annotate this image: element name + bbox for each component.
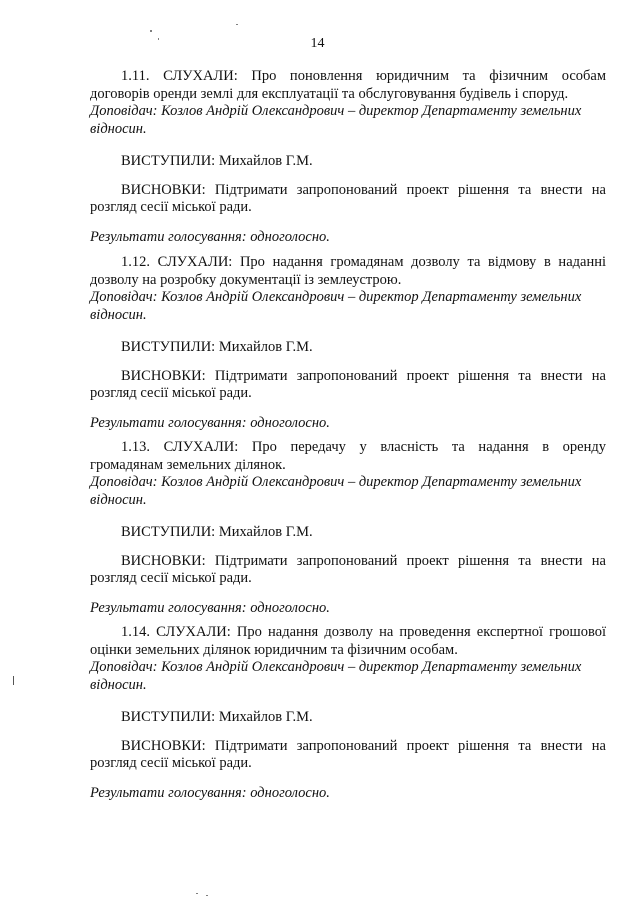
page-number: 14 (310, 36, 325, 51)
spoke-line: ВИСТУПИЛИ: Михайлов Г.М. (121, 709, 313, 725)
scan-speck (158, 38, 159, 40)
vote-result: Результати голосування: одноголосно. (90, 599, 330, 616)
agenda-item-1-14 (90, 624, 606, 802)
speaker-line-1: Доповідач: Козлов Андрій Олександрович – директор Департаменту земельних (90, 659, 582, 675)
conclusion-line-2: розгляд сесії міської ради. (90, 570, 252, 586)
vote-result: Результати голосування: одноголосно. (90, 784, 330, 801)
conclusion-line-2: розгляд сесії міської ради. (90, 199, 252, 215)
spoke-line: ВИСТУПИЛИ: Михайлов Г.М. (121, 339, 313, 355)
heard-line-2: дозволу на розробку документації із землеустрою. (90, 271, 402, 288)
speaker-line-1: Доповідач: Козлов Андрій Олександрович – директор Департаменту земельних (90, 474, 582, 490)
speaker-line-2: відносин. (90, 120, 147, 137)
spoke-line: ВИСТУПИЛИ: Михайлов Г.М. (121, 153, 313, 169)
heard-line-2: оцінки земельних ділянок юридичним та фізичним особам. (90, 641, 458, 658)
speaker-line-2: відносин. (90, 306, 147, 323)
scan-speck (150, 30, 152, 32)
heard-line-1: 1.14. СЛУХАЛИ: Про надання дозволу на проведення експертної грошової (121, 624, 606, 640)
agenda-item-1-12 (90, 254, 606, 432)
speaker-line-1: Доповідач: Козлов Андрій Олександрович – директор Департаменту земельних (90, 103, 582, 119)
scan-speck (206, 895, 208, 896)
scan-speck (236, 24, 238, 25)
conclusion-line-1: ВИСНОВКИ: Підтримати запропонований проект рішення та внести на (121, 552, 606, 569)
conclusion-line-2: розгляд сесії міської ради. (90, 385, 252, 401)
conclusion-line-1: ВИСНОВКИ: Підтримати запропонований проект рішення та внести на (121, 737, 606, 754)
heard-line-2: громадянам земельних ділянок. (90, 456, 286, 473)
scan-speck (196, 893, 198, 894)
conclusion-line-1: ВИСНОВКИ: Підтримати запропонований проект рішення та внести на (121, 181, 606, 198)
conclusion-line-1: ВИСНОВКИ: Підтримати запропонований проект рішення та внести на (121, 367, 606, 384)
conclusion-line-2: розгляд сесії міської ради. (90, 755, 252, 771)
vote-result: Результати голосування: одноголосно. (90, 414, 330, 431)
speaker-line-1: Доповідач: Козлов Андрій Олександрович – директор Департаменту земельних (90, 289, 582, 305)
agenda-item-1-13 (90, 439, 606, 617)
heard-line-1: 1.12. СЛУХАЛИ: Про надання громадянам дозволу та відмову в наданні (121, 254, 606, 270)
heard-line-2: договорів оренди землі для експлуатації та обслуговування будівель і споруд. (90, 85, 569, 102)
heard-line-1: 1.13. СЛУХАЛИ: Про передачу у власність та надання в оренду (121, 439, 606, 455)
spoke-line: ВИСТУПИЛИ: Михайлов Г.М. (121, 524, 313, 540)
speaker-line-2: відносин. (90, 491, 147, 508)
heard-line-1: 1.11. СЛУХАЛИ: Про поновлення юридичним та фізичним особам (121, 68, 606, 84)
scan-speck (13, 676, 14, 685)
vote-result: Результати голосування: одноголосно. (90, 228, 330, 245)
agenda-item-1-11 (90, 68, 606, 246)
speaker-line-2: відносин. (90, 676, 147, 693)
